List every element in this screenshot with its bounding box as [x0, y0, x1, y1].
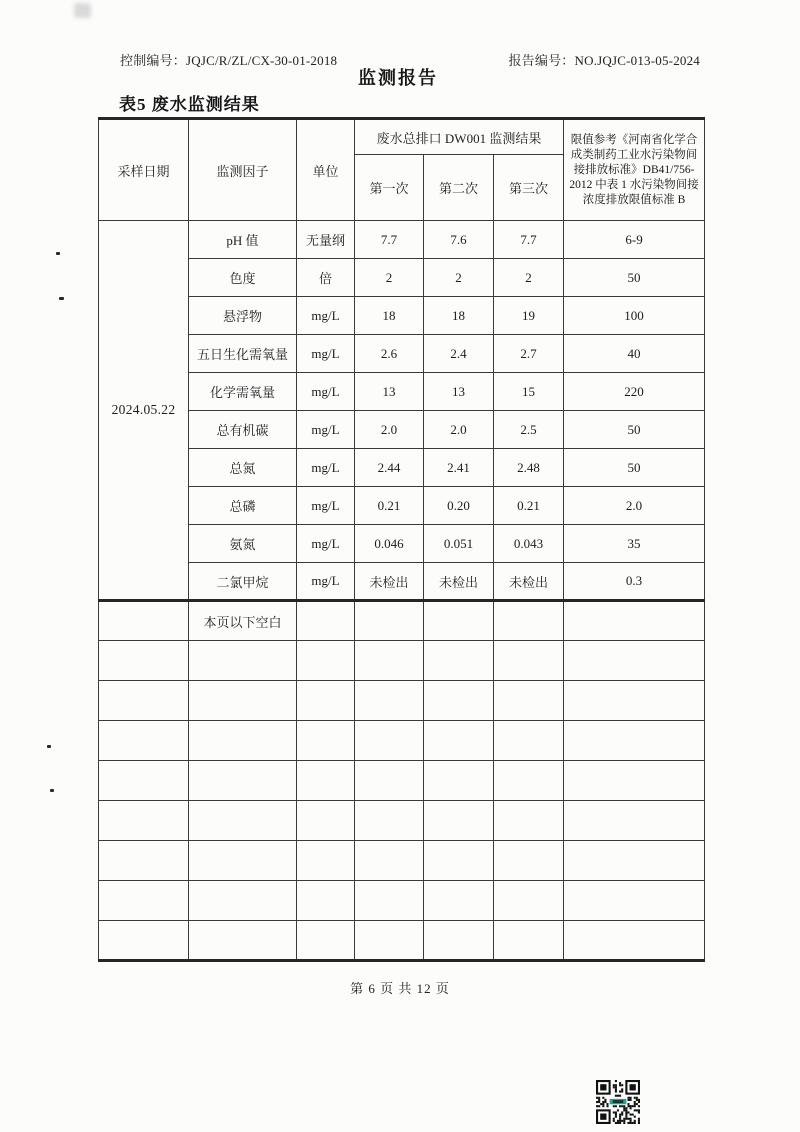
limit-cell: 0.3 — [564, 563, 705, 601]
limit-cell: 220 — [564, 373, 705, 411]
empty-cell — [564, 681, 705, 721]
scan-smudge — [74, 3, 91, 18]
limit-cell: 35 — [564, 525, 705, 563]
run3-cell: 15 — [494, 373, 564, 411]
empty-cell — [564, 881, 705, 921]
empty-cell — [494, 801, 564, 841]
factor-cell: 五日生化需氧量 — [189, 335, 297, 373]
unit-cell: mg/L — [297, 297, 355, 335]
empty-cell — [494, 841, 564, 881]
run3-cell: 0.043 — [494, 525, 564, 563]
empty-cell — [297, 721, 355, 761]
factor-cell: 总有机碳 — [189, 411, 297, 449]
empty-cell — [355, 841, 424, 881]
table-row — [99, 259, 705, 297]
run3-cell: 2.48 — [494, 449, 564, 487]
empty-cell — [297, 841, 355, 881]
unit-cell: mg/L — [297, 411, 355, 449]
empty-cell — [494, 921, 564, 961]
col-header-limit: 限值参考《河南省化学合成类制药工业水污染物间接排放标准》DB41/756-2012 中表 1 水污染物间接浓度排放限值标准 B — [564, 119, 705, 221]
limit-cell: 50 — [564, 259, 705, 297]
empty-cell — [424, 881, 494, 921]
empty-cell — [99, 641, 189, 681]
table-row — [99, 563, 705, 601]
run2-cell: 13 — [424, 373, 494, 411]
scan-speck — [47, 745, 51, 748]
run3-cell: 19 — [494, 297, 564, 335]
empty-cell — [564, 601, 705, 641]
run1-cell: 未检出 — [355, 563, 424, 601]
empty-cell — [424, 601, 494, 641]
empty-table-row — [99, 921, 705, 961]
limit-cell: 50 — [564, 411, 705, 449]
empty-cell — [297, 641, 355, 681]
empty-cell — [355, 801, 424, 841]
factor-cell: 氨氮 — [189, 525, 297, 563]
limit-cell: 100 — [564, 297, 705, 335]
table-row — [99, 525, 705, 563]
empty-cell — [564, 641, 705, 681]
empty-cell — [564, 921, 705, 961]
limit-cell: 40 — [564, 335, 705, 373]
run1-cell: 2.6 — [355, 335, 424, 373]
empty-cell — [189, 721, 297, 761]
empty-cell — [424, 721, 494, 761]
empty-cell — [99, 841, 189, 881]
empty-cell — [297, 601, 355, 641]
empty-cell — [297, 801, 355, 841]
col-header-unit: 单位 — [297, 119, 355, 221]
run3-cell: 7.7 — [494, 221, 564, 259]
empty-cell — [424, 801, 494, 841]
qr-code-icon — [596, 1080, 640, 1124]
table-row — [99, 449, 705, 487]
page-number: 第 6 页 共 12 页 — [350, 981, 450, 996]
factor-cell: pH 值 — [189, 221, 297, 259]
empty-cell — [99, 721, 189, 761]
run2-cell: 0.20 — [424, 487, 494, 525]
unit-cell: mg/L — [297, 487, 355, 525]
factor-cell: 色度 — [189, 259, 297, 297]
empty-cell — [355, 681, 424, 721]
empty-cell — [355, 761, 424, 801]
unit-cell: mg/L — [297, 373, 355, 411]
empty-cell — [99, 761, 189, 801]
run1-cell: 2.0 — [355, 411, 424, 449]
empty-cell — [189, 681, 297, 721]
col-header-run3: 第三次 — [494, 155, 564, 221]
factor-cell: 化学需氧量 — [189, 373, 297, 411]
table-row — [99, 373, 705, 411]
run1-cell: 2 — [355, 259, 424, 297]
empty-cell — [99, 681, 189, 721]
empty-cell — [424, 841, 494, 881]
run1-cell: 2.44 — [355, 449, 424, 487]
empty-cell — [424, 641, 494, 681]
table-row — [99, 487, 705, 525]
run3-cell: 未检出 — [494, 563, 564, 601]
run3-cell: 2.5 — [494, 411, 564, 449]
empty-cell — [297, 761, 355, 801]
factor-cell: 总磷 — [189, 487, 297, 525]
run2-cell: 2.0 — [424, 411, 494, 449]
empty-cell — [355, 601, 424, 641]
empty-cell — [494, 721, 564, 761]
table-row — [99, 297, 705, 335]
unit-cell: 倍 — [297, 259, 355, 297]
col-header-run1: 第一次 — [355, 155, 424, 221]
control-number-value: JQJC/R/ZL/CX-30-01-2018 — [186, 53, 338, 68]
empty-cell — [355, 641, 424, 681]
report-number-value: NO.JQJC-013-05-2024 — [574, 53, 700, 68]
empty-cell — [189, 801, 297, 841]
empty-cell — [189, 641, 297, 681]
unit-cell: mg/L — [297, 335, 355, 373]
table-row — [99, 411, 705, 449]
scan-speck — [56, 252, 60, 255]
empty-cell — [564, 801, 705, 841]
empty-cell — [99, 881, 189, 921]
factor-cell: 二氯甲烷 — [189, 563, 297, 601]
run1-cell: 0.046 — [355, 525, 424, 563]
col-header-results-group: 废水总排口 DW001 监测结果 — [355, 119, 564, 155]
empty-cell — [99, 921, 189, 961]
empty-cell — [564, 841, 705, 881]
unit-cell: mg/L — [297, 563, 355, 601]
wastewater-results-table — [98, 117, 705, 962]
empty-cell — [297, 921, 355, 961]
empty-cell — [564, 721, 705, 761]
empty-cell — [189, 921, 297, 961]
empty-cell — [297, 881, 355, 921]
empty-table-row — [99, 881, 705, 921]
run2-cell: 7.6 — [424, 221, 494, 259]
run3-cell: 0.21 — [494, 487, 564, 525]
empty-cell — [494, 681, 564, 721]
empty-cell — [189, 881, 297, 921]
unit-cell: 无量纲 — [297, 221, 355, 259]
empty-cell — [99, 801, 189, 841]
unit-cell: mg/L — [297, 525, 355, 563]
empty-cell — [424, 761, 494, 801]
table-caption: 表5 废水监测结果 — [119, 95, 260, 114]
col-header-factor: 监测因子 — [189, 119, 297, 221]
table-row — [99, 335, 705, 373]
scan-speck — [59, 297, 64, 300]
col-header-date: 采样日期 — [99, 119, 189, 221]
empty-cell — [494, 601, 564, 641]
blank-note-row — [99, 601, 705, 641]
empty-table-row — [99, 681, 705, 721]
empty-cell — [494, 641, 564, 681]
empty-cell — [355, 921, 424, 961]
run2-cell: 0.051 — [424, 525, 494, 563]
blank-note-cell: 本页以下空白 — [189, 601, 297, 641]
empty-table-row — [99, 761, 705, 801]
limit-cell: 6-9 — [564, 221, 705, 259]
run2-cell: 未检出 — [424, 563, 494, 601]
empty-cell — [424, 921, 494, 961]
empty-cell — [297, 681, 355, 721]
empty-cell — [494, 761, 564, 801]
factor-cell: 总氮 — [189, 449, 297, 487]
empty-table-row — [99, 641, 705, 681]
empty-table-row — [99, 801, 705, 841]
empty-cell — [494, 881, 564, 921]
sample-date-cell: 2024.05.22 — [99, 221, 189, 601]
empty-cell — [564, 761, 705, 801]
run2-cell: 2.4 — [424, 335, 494, 373]
run1-cell: 0.21 — [355, 487, 424, 525]
empty-cell — [189, 841, 297, 881]
report-number-label: 报告编号： — [508, 53, 575, 68]
scan-speck — [50, 789, 54, 792]
empty-cell — [99, 601, 189, 641]
unit-cell: mg/L — [297, 449, 355, 487]
run1-cell: 18 — [355, 297, 424, 335]
control-number-label: 控制编号： — [120, 53, 187, 68]
page-title: 监测报告 — [358, 68, 438, 88]
limit-cell: 50 — [564, 449, 705, 487]
empty-cell — [189, 761, 297, 801]
empty-cell — [424, 681, 494, 721]
empty-table-row — [99, 721, 705, 761]
col-header-run2: 第二次 — [424, 155, 494, 221]
run2-cell: 2 — [424, 259, 494, 297]
empty-table-row — [99, 841, 705, 881]
run3-cell: 2 — [494, 259, 564, 297]
empty-cell — [355, 721, 424, 761]
empty-cell — [355, 881, 424, 921]
run2-cell: 2.41 — [424, 449, 494, 487]
limit-cell: 2.0 — [564, 487, 705, 525]
factor-cell: 悬浮物 — [189, 297, 297, 335]
run1-cell: 13 — [355, 373, 424, 411]
run3-cell: 2.7 — [494, 335, 564, 373]
run2-cell: 18 — [424, 297, 494, 335]
table-row — [99, 221, 705, 259]
run1-cell: 7.7 — [355, 221, 424, 259]
